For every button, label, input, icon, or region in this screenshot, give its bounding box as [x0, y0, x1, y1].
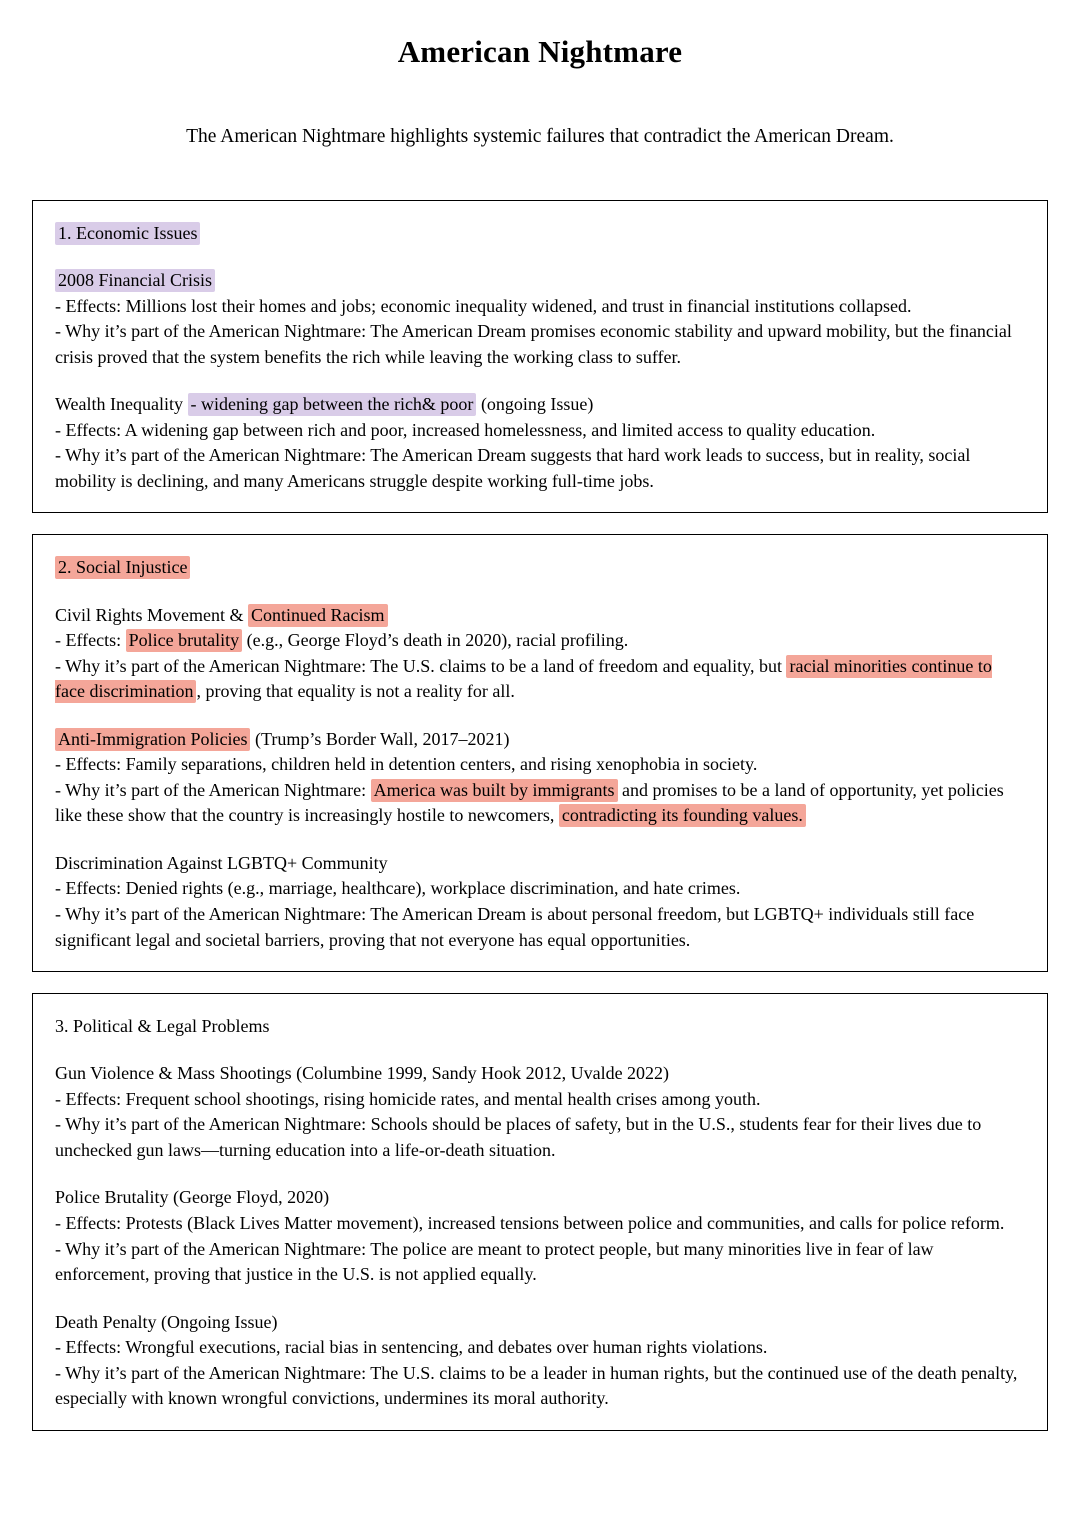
item-title	[55, 727, 1025, 753]
item-title-label: 2008 Financial Crisis	[55, 269, 215, 292]
item-why-highlight-2: contradicting its founding values.	[559, 804, 806, 827]
item-title	[55, 603, 1025, 629]
item-title-prefix: Civil Rights Movement &	[55, 604, 249, 625]
page-title: American Nightmare	[397, 34, 683, 69]
item-why-prefix: - Why it’s part of the American Nightmare: The U.S. claims to be a land of freedom and equality, but	[55, 655, 787, 676]
page-subtitle: The American Nightmare highlights systemic failures that contradict the American Dream.	[186, 126, 894, 147]
item-why: - Why it’s part of the American Nightmare: The police are meant to protect people, but many minorities live in fear of law enforcement, proving that justice in the U.S. is not applied equally.	[55, 1238, 934, 1285]
item-why: - Why it’s part of the American Nightmare: The American Dream is about personal freedom, but LGBTQ+ individuals still face significant legal and societal barriers, proving that not everyone has equal opportunities.	[55, 904, 975, 950]
section-social-injustice	[32, 534, 1048, 972]
item-title: Gun Violence & Mass Shootings (Columbine 1999, Sandy Hook 2012, Uvalde 2022)	[55, 1063, 670, 1084]
section-gap	[30, 513, 1050, 534]
section-heading-label: 2. Social Injustice	[55, 556, 190, 579]
section-political-legal-problems	[32, 993, 1048, 1431]
item-effects: - Effects: Family separations, children held in detention centers, and rising xenophobia in society.	[55, 754, 758, 775]
item-title: Police Brutality (George Floyd, 2020)	[55, 1187, 330, 1208]
item-why-prefix: - Why it’s part of the American Nightmare:	[55, 779, 371, 800]
section-heading	[55, 220, 1025, 246]
item-title-prefix: Wealth Inequality	[55, 394, 188, 415]
item-effects: - Effects: Denied rights (e.g., marriage, healthcare), workplace discrimination, and hate crimes.	[55, 878, 741, 899]
section-heading	[55, 554, 1025, 580]
item-effects: - Effects: Millions lost their homes and jobs; economic inequality widened, and trust in financial institutions collapsed.	[55, 295, 912, 316]
item-why: - Why it’s part of the American Nightmare: Schools should be places of safety, but in the U.S., students fear for their lives due to unchecked gun laws—turning education into a life-or-death situation.	[55, 1114, 982, 1160]
item-why: - Why it’s part of the American Nightmare: The American Dream promises economic stability and upward mobility, but the financial crisis proved that the system benefits the rich while leaving the working class to suffer.	[55, 321, 1012, 367]
item-effects: - Effects: A widening gap between rich and poor, increased homelessness, and limited access to quality education.	[55, 419, 876, 440]
section-heading-label: 1. Economic Issues	[55, 222, 200, 245]
section-heading: 3. Political & Legal Problems	[55, 1016, 270, 1037]
item-title: Discrimination Against LGBTQ+ Community	[55, 852, 388, 873]
item-effects: - Effects: Protests (Black Lives Matter movement), increased tensions between police and communities, and calls for police reform.	[55, 1212, 1005, 1233]
item-effects-highlight: Police brutality	[126, 629, 242, 652]
item-why-suffix: , proving that equality is not a reality for all.	[196, 681, 515, 702]
item-title	[55, 268, 1025, 294]
item-effects: - Effects: Wrongful executions, racial bias in sentencing, and debates over human rights violations.	[55, 1337, 768, 1358]
item-why: - Why it’s part of the American Nightmare: The American Dream suggests that hard work leads to success, but in reality, social mobility is declining, and many Americans struggle despite working full-time jobs.	[55, 445, 971, 491]
section-economic-issues	[32, 200, 1048, 513]
item-why-middle: and promises to be a land of opportunity, yet policies like these show that the country is increasingly hostile to newcomers,	[55, 779, 1004, 826]
item-effects	[55, 628, 1025, 654]
item-effects-prefix: - Effects:	[55, 630, 126, 651]
item-why	[55, 778, 1025, 829]
item-title-highlight: Continued Racism	[248, 604, 388, 627]
item-title: Death Penalty (Ongoing Issue)	[55, 1311, 278, 1332]
item-title-highlight: - widening gap between the rich& poor	[188, 393, 477, 416]
item-title-suffix: (Trump’s Border Wall, 2017–2021)	[250, 728, 510, 749]
item-title-highlight: Anti-Immigration Policies	[55, 728, 250, 751]
item-why-highlight: racial minorities continue to face discrimination	[55, 655, 992, 702]
item-why: - Why it’s part of the American Nightmare: The U.S. claims to be a leader in human rights, but the continued use of the death penalty, especially with known wrongful convictions, undermines its moral authority.	[55, 1362, 1018, 1409]
item-effects: - Effects: Frequent school shootings, rising homicide rates, and mental health crises among youth.	[55, 1088, 761, 1109]
item-why-highlight: America was built by immigrants	[371, 779, 618, 802]
item-why	[55, 654, 1025, 705]
item-title	[55, 392, 1025, 418]
item-effects-suffix: (e.g., George Floyd’s death in 2020), racial profiling.	[242, 630, 629, 651]
section-gap	[30, 972, 1050, 993]
item-title-suffix: (ongoing Issue)	[476, 394, 594, 415]
